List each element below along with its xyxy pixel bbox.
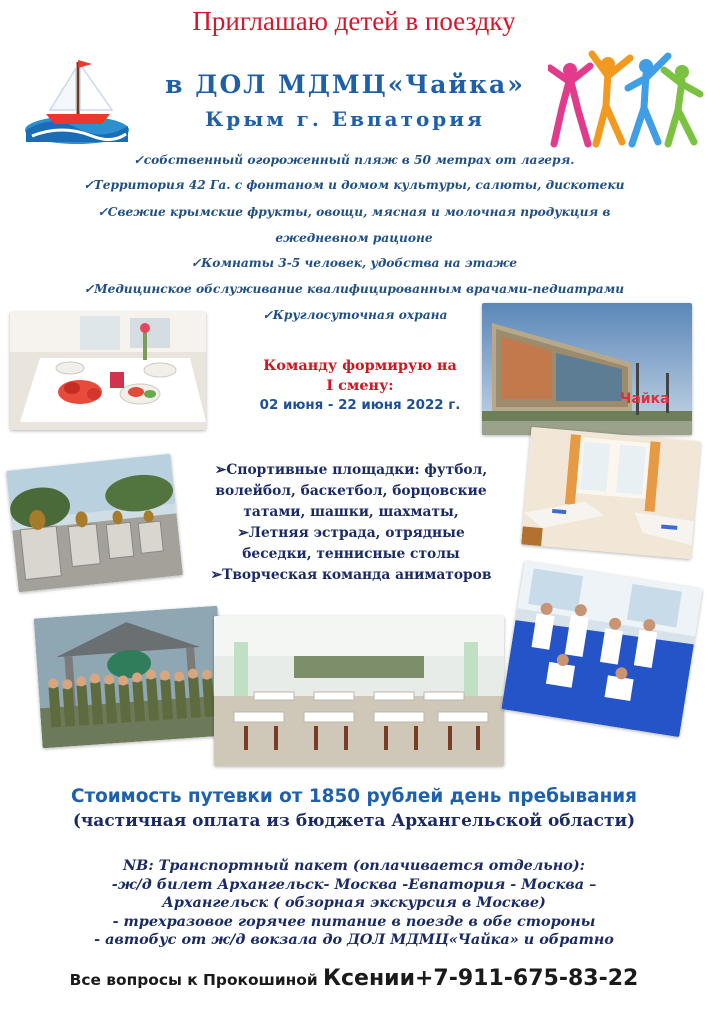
photo-dining-hall: [214, 616, 504, 766]
photo-judo-training: [501, 561, 702, 737]
poster-title: Приглашаю детей в поездку: [192, 6, 516, 36]
amenity-line: ➢Спортивные площадки: футбол,: [214, 462, 488, 478]
amenity-line: татами, шашки, шахматы,: [243, 504, 459, 520]
amenity-line: ➢Творческая команда аниматоров: [210, 567, 492, 583]
photo-bedroom: [521, 427, 701, 559]
camp-name: в ДОЛ МДМЦ«Чайка»: [165, 70, 525, 99]
price-note: (частичная оплата из бюджета Архангельской области): [72, 811, 636, 831]
shift-label: I смену:: [326, 377, 394, 394]
amenities-list: [176, 460, 526, 586]
amenity-line: волейбол, баскетбол, борцовские: [215, 483, 487, 499]
perk-item: ✓Круглосуточная охрана: [262, 308, 448, 322]
team-heading: Команду формирую на: [263, 357, 457, 374]
amenity-line: беседки, теннисные столы: [242, 546, 460, 562]
photo-monuments: [6, 454, 183, 593]
photo-camp-entrance: [482, 303, 692, 435]
transport-note-line: - трехразовое горячее питание в поезде в обе стороны: [112, 912, 596, 930]
camp-sign-text: Чайка: [620, 391, 670, 407]
transport-note-line: - автобус от ж/д вокзала до ДОЛ МДМЦ«Чайка» и обратно: [94, 931, 614, 949]
perk-item: ✓собственный огороженный пляж в 50 метрах от лагеря.: [133, 153, 575, 167]
contact-line: [0, 966, 708, 991]
perk-item: ✓Комнаты 3-5 человек, удобства на этаже: [190, 256, 518, 270]
contact-prefix: Все вопросы к Прокошиной: [69, 971, 324, 989]
perk-item: ✓Медицинское обслуживание квалифицированным врачами-педиатрами: [83, 282, 625, 296]
photo-kids-group: [34, 606, 227, 749]
price-line: Стоимость путевки от 1850 рублей день пребывания: [70, 786, 637, 807]
contact-name-phone: Ксении+7-911-675-83-22: [323, 966, 639, 991]
transport-note-line: -ж/д билет Архангельск- Москва -Евпатория - Москва –: [111, 875, 597, 893]
shift-dates: 02 июня - 22 июня 2022 г.: [259, 398, 461, 413]
transport-note-line: NB: Транспортный пакет (оплачивается отдельно):: [123, 857, 585, 874]
camp-location: Крым г. Евпатория: [205, 107, 485, 131]
perk-item: ✓Территория 42 Га. с фонтаном и домом культуры, салюты, дискотеки: [83, 178, 625, 192]
photo-dining-table: [10, 312, 206, 430]
transport-notes: [0, 857, 708, 950]
amenity-line: ➢Летняя эстрада, отрядные: [237, 525, 465, 541]
transport-note-line: Архангельск ( обзорная экскурсия в Москве): [162, 894, 546, 912]
perk-item: ✓Свежие крымские фрукты, овощи, мясная и молочная продукция в: [97, 205, 611, 219]
camp-headline: [110, 68, 580, 136]
perk-item: ежедневном рационе: [275, 231, 433, 245]
